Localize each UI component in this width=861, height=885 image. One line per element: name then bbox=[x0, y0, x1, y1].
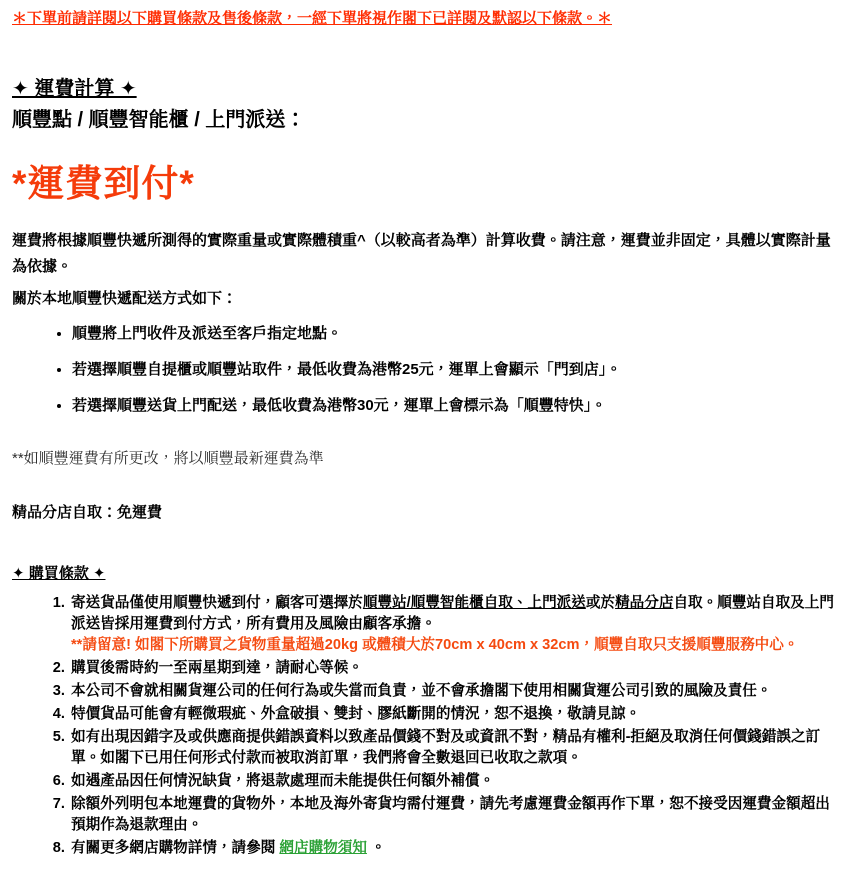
term-text: 寄送貨品僅使用順豐快遞到付，顧客可選擇於 bbox=[71, 595, 363, 612]
term-item-delivery-time: 2. 購買後需時約一至兩星期到達，請耐心等候。 bbox=[69, 658, 836, 679]
term-text: 或於 bbox=[585, 595, 616, 612]
term-underlined-pickup-options: 順豐站/順豐智能櫃自取、上門派送 bbox=[362, 595, 586, 612]
term-item-shipping-fee-responsibility: 7. 除額外列明包本地運費的貨物外，本地及海外寄貨均需付運費，請先考慮運費金額再作下單，恕不接受因運費金額超出預期作為退款理由。 bbox=[69, 794, 836, 836]
term-text: 有關更多網店購物詳情，請參閱 bbox=[71, 840, 280, 857]
store-shopping-guide-link[interactable]: 網店購物須知 bbox=[279, 840, 367, 857]
term-underlined-boutique-store: 精品分店 bbox=[615, 595, 674, 612]
freight-collect-highlight: *運費到付* bbox=[12, 162, 195, 204]
delivery-option-door-pickup: • 順豐將上門收件及派送至客戶指定地點。 bbox=[72, 323, 836, 344]
pre-order-notice: ＊下單前請詳閱以下購買條款及售後條款，一經下單將視作閣下已詳閱及默認以下條款。＊ bbox=[12, 10, 613, 27]
weight-limit-warning: **請留意! 如閣下所購買之貨物重量超過20kg 或體積大於70cm x 40cm x 32cm，順豐自取只支援順豐服務中心。 bbox=[71, 637, 799, 654]
fee-change-note: **如順豐運費有所更改，將以順豐最新運費為準 bbox=[12, 450, 324, 468]
delivery-methods-subheading: 順豐點 / 順豐智能櫃 / 上門派送： bbox=[12, 108, 306, 131]
term-item-out-of-stock-refund: 6. 如遇產品因任何情況缺貨，將退款處理而未能提供任何額外補償。 bbox=[69, 771, 836, 792]
term-text: 。 bbox=[366, 840, 386, 857]
purchase-terms-heading: ✦ 購買條款 ✦ bbox=[12, 565, 106, 583]
shipping-calc-heading: ✦ 運費計算 ✦ bbox=[12, 77, 137, 100]
term-item-pricing-errors: 5. 如有出現因錯字及或供應商提供錯誤資料以致產品價錢不對及或資訊不對，精品有權利-拒絕及取消任何價錢錯誤之訂單。如閣下已用任何形式付款而被取消訂單，我們將會全數退回已收取之款項。 bbox=[69, 727, 836, 769]
delivery-option-home-delivery: • 若選擇順豐送貨上門配送，最低收費為港幣30元，運單上會標示為「順豐特快」。 bbox=[72, 395, 836, 416]
store-pickup-note: 精品分店自取：免運費 bbox=[12, 504, 163, 522]
term-item-courier-liability: 3. 本公司不會就相關貨運公司的任何行為或失當而負責，並不會承擔閣下使用相關貨運公司引致的風險及責任。 bbox=[69, 681, 836, 702]
term-item-discount-goods-condition: 4. 特價貨品可能會有輕微瑕疵、外盒破損、雙封、膠紙斷開的情況，恕不退換，敬請見諒。 bbox=[69, 704, 836, 725]
term-text: 自取。順豐站自取及上門派送皆採用運費到付方式，所有費用及風險由顧客承擔。 bbox=[71, 595, 834, 633]
delivery-intro: 關於本地順豐快遞配送方式如下： bbox=[12, 290, 238, 308]
term-item-more-info bbox=[69, 838, 836, 859]
delivery-option-locker-station: • 若選擇順豐自提櫃或順豐站取件，最低收費為港幣25元，運單上會顯示「門到店」。 bbox=[72, 359, 836, 380]
purchase-terms-list bbox=[12, 593, 836, 859]
term-item-shipping-options bbox=[69, 593, 836, 656]
delivery-options-list bbox=[12, 323, 836, 416]
fee-basis-paragraph: 運費將根據順豐快遞所測得的實際重量或實際體積重^（以較高者為準）計算收費。請注意，運費並非固定，具體以實際計量為依據。 bbox=[12, 232, 831, 275]
